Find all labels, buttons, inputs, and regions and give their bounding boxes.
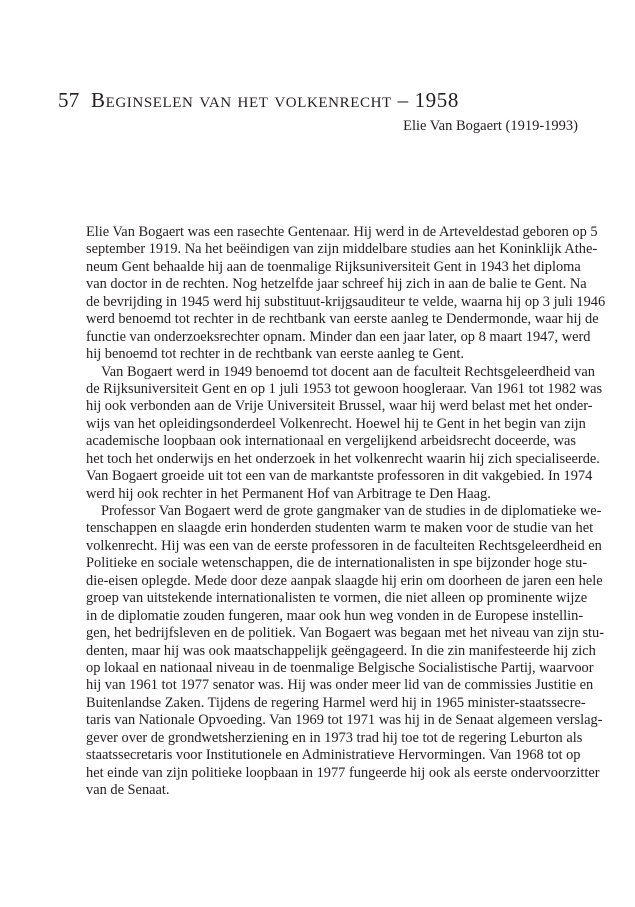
text-line: groep van uitstekende internationalisten te vormen, die niet alleen op prominente wijze xyxy=(86,590,588,607)
text-line: Van Bogaert groeide uit tot een van de markantste professoren in dit vakgebied. In 1974 xyxy=(86,468,593,485)
text-line: taris van Nationale Opvoeding. Van 1969 tot 1971 was hij in de Senaat algemeen verslag- xyxy=(86,712,603,729)
text-line: de Rijksuniversiteit Gent en op 1 juli 1953 tot gewoon hoogleraar. Van 1961 tot 1982 was xyxy=(86,380,603,397)
chapter-author: Elie Van Bogaert (1919-1993) xyxy=(403,118,578,134)
text-line: het toch het onderwijs en het onderzoek in het volkenrecht waarin hij zich specialiseerde. xyxy=(86,450,600,467)
text-line: op lokaal en nationaal niveau in de toenmalige Belgische Socialistische Partij, waarvoor xyxy=(86,659,594,676)
text-line: Politieke en sociale wetenschappen, die de internationalisten in spe bijzonder hoge stu- xyxy=(86,555,588,572)
text-line: werd hij ook rechter in het Permanent Hof van Arbitrage te Den Haag. xyxy=(86,485,491,502)
chapter-title: Beginselen van het volkenrecht – 1958 xyxy=(91,88,459,112)
paragraph xyxy=(86,224,606,364)
text-line: wijs van het opleidingsonderdeel Volkenrecht. Hoewel hij te Gent in het begin van zijn xyxy=(86,415,586,432)
text-line: gen, het bedrijfsleven en de politiek. Van Bogaert was begaan met het niveau van zijn stu- xyxy=(86,625,605,642)
paragraph xyxy=(86,503,605,799)
text-line: hij ook verbonden aan de Vrije Universiteit Brussel, waar hij werd belast met het onder- xyxy=(86,398,593,415)
text-line: Van Bogaert werd in 1949 benoemd tot docent aan de faculteit Rechtsgeleerdheid van xyxy=(101,363,595,380)
chapter-heading xyxy=(58,88,578,112)
text-line: staatssecretaris voor Institutionele en Administratieve Hervormingen. Van 1968 tot op xyxy=(86,747,581,764)
text-line: het einde van zijn politieke loopbaan in 1977 fungeerde hij ook als eerste ondervoorzitter xyxy=(86,764,600,781)
chapter-number: 57 xyxy=(58,88,80,112)
text-line: Professor Van Bogaert werd de grote gangmaker van de studies in de diplomatieke we- xyxy=(101,503,602,519)
text-line: Buitenlandse Zaken. Tijdens de regering Harmel werd hij in 1965 minister-staatssecre- xyxy=(86,694,586,711)
text-line: tenschappen en slaagde erin honderden studenten warm te maken voor de studie van het xyxy=(86,520,594,537)
text-line: hij benoemd tot rechter in de rechtbank van eerste aanleg te Gent. xyxy=(86,346,464,363)
text-line: academische loopbaan ook internationaal en vergelijkend arbeidsrecht doceerde, was xyxy=(86,433,576,450)
text-line: de bevrijding in 1945 werd hij substituut-krijgsauditeur te velde, waarna hij op 3 juli 1946 xyxy=(86,293,606,310)
text-line: neum Gent behaalde hij aan de toenmalige Rijksuniversiteit Gent in 1943 het diploma xyxy=(86,258,581,275)
text-line: van de Senaat. xyxy=(86,782,170,798)
text-line: functie van onderzoeksrechter opnam. Minder dan een jaar later, op 8 maart 1947, werd xyxy=(86,328,591,345)
paragraph xyxy=(86,363,603,504)
text-line: die-eisen oplegde. Mede door deze aanpak slaagde hij erin om doorheen de jaren een hele xyxy=(86,572,603,589)
text-line: september 1919. Na het beëindigen van zijn middelbare studies aan het Koninklijk Athe- xyxy=(86,241,598,258)
text-line: in de diplomatie zouden fungeren, maar ook hun weg vonden in de Europese instellin- xyxy=(86,607,584,624)
text-line: denten, maar hij was ook maatschappelijk geëngageerd. In die zin manifesteerde hij zich xyxy=(86,642,596,659)
text-line: volkenrecht. Hij was een van de eerste professoren in de faculteiten Rechtsgeleerdheid en xyxy=(86,537,602,554)
text-line: hij van 1961 tot 1977 senator was. Hij was onder meer lid van de commissies Justitie en xyxy=(86,677,594,694)
body-text xyxy=(86,224,606,799)
text-line: Elie Van Bogaert was een rasechte Gentenaar. Hij werd in de Arteveldestad geboren op 5 xyxy=(86,224,598,240)
text-line: van doctor in de rechten. Nog hetzelfde jaar schreef hij zich in aan de balie te Gent. Na xyxy=(86,276,587,293)
text-line: werd benoemd tot rechter in de rechtbank van eerste aanleg te Dendermonde, waar hij de xyxy=(86,311,599,328)
text-line: gever over de grondwetsherziening en in 1973 trad hij toe tot de regering Leburton als xyxy=(86,729,583,746)
